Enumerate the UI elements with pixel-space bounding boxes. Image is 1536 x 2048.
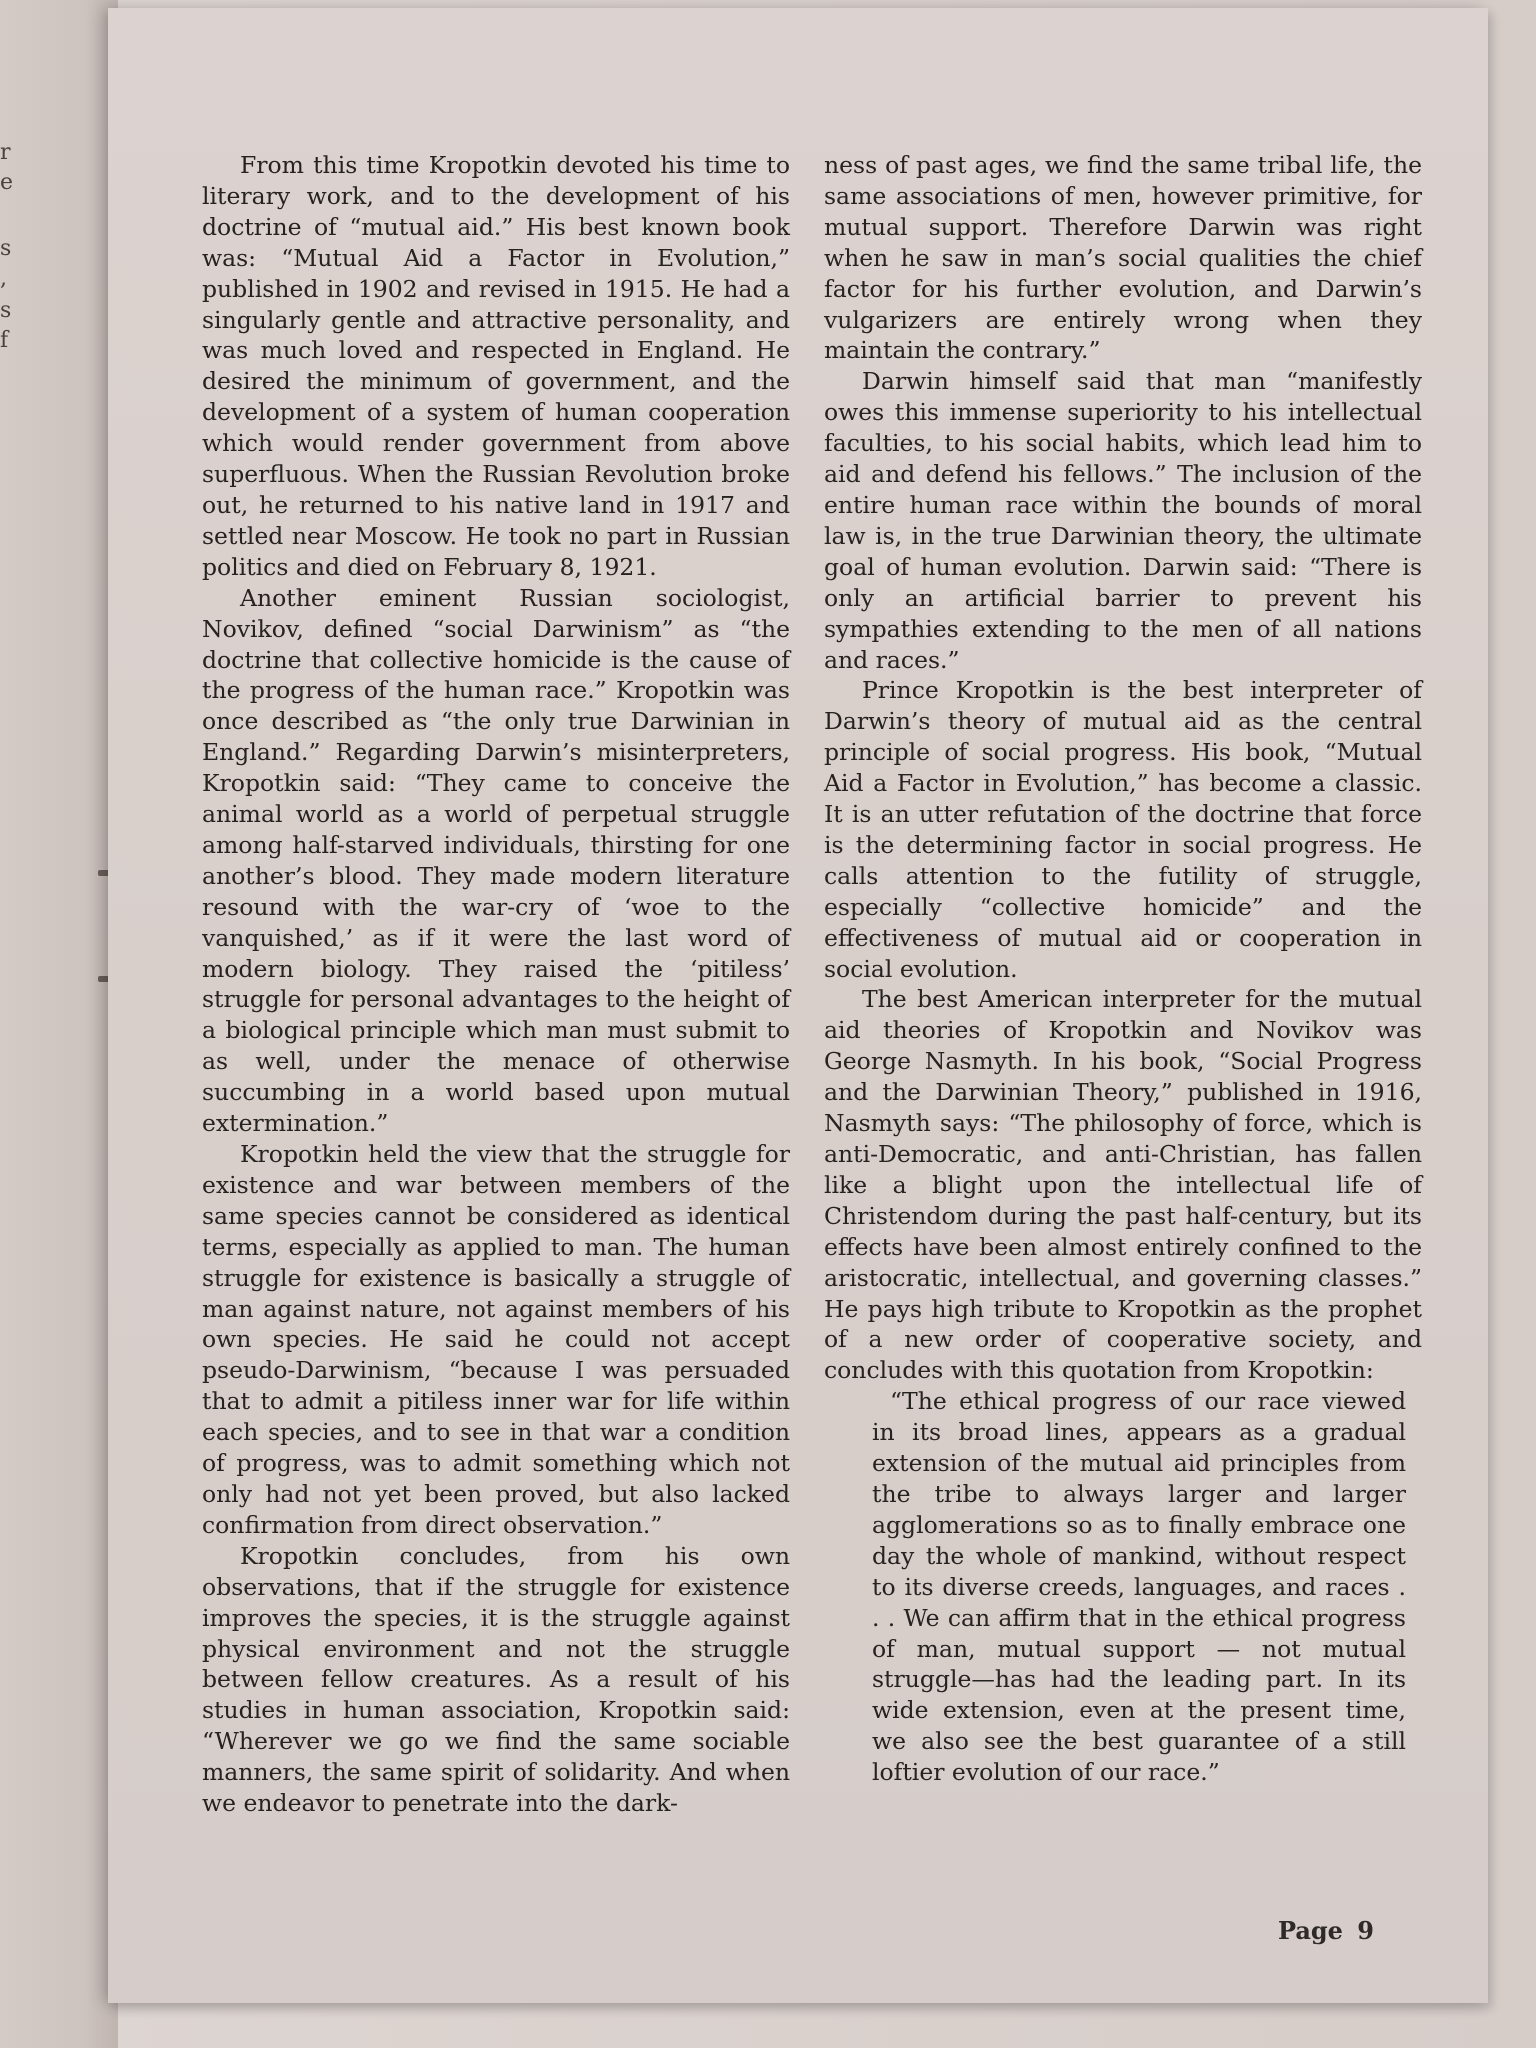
page-number: Page 9 xyxy=(1277,1916,1374,1945)
paragraph: Kropotkin concludes, from his own observations, that if the struggle for existence improves the species, it is the struggle against physical environment and not the struggle between fellow creatures. As a result of his studies in human association, Kropotkin said: “Wherever we go we find the same sociable manners, the same spirit of solidarity. And when we endeavor to penetrate into the dark- xyxy=(202,1541,790,1818)
facing-page-fragment: , xyxy=(0,266,7,291)
facing-page-fragment: s xyxy=(0,236,12,261)
paragraph: Darwin himself said that man “manifestly owes this immense superiority to his intellectual faculties, to his social habits, which lead him to aid and defend his fellows.” The inclusion of the entire human race within the bounds of moral law is, in the true Darwinian theory, the ultimate goal of human evolution. Darwin said: “There is only an artificial barrier to prevent his sympathies extending to the men of all nations and races.” xyxy=(824,367,1422,674)
paragraph: From this time Kropotkin devoted his time to literary work, and to the development of his doctrine of “mutual aid.” His best known book was: “Mutual Aid a Factor in Evolution,” published in 1902 and revised in 1915. He had a singularly gentle and attractive personality, and was much loved and respected in England. He desired the minimum of government, and the development of a system of human cooperation which would render government from above superfluous. When the Russian Revolution broke out, he returned to his native land in 1917 and settled near Moscow. He took no part in Russian politics and died on February 8, 1921. xyxy=(202,151,790,581)
paragraph: The best American interpreter for the mutual aid theories of Kropotkin and Novikov was George Nasmyth. In his book, “Social Progress and the Darwinian Theory,” published in 1916, Nasmyth says: “The philosophy of force, which is anti-Democratic, and anti-Christian, has fallen like a blight upon the intellectual life of Christendom during the past half-century, but its effects have been almost entirely confined to the aristocratic, intellectual, and governing classes.” He pays high tribute to Kropotkin as the prophet of a new order of cooperative society, and concludes with this quotation from Kropotkin: xyxy=(824,985,1422,1385)
document-page xyxy=(108,8,1488,2003)
paragraph: Another eminent Russian sociologist, Novikov, defined “social Darwinism” as “the doctrine that collective homicide is the cause of the progress of the human race.” Kropotkin was once described as “the only true Darwinian in England.” Regarding Darwin’s misinterpreters, Kropotkin said: “They came to conceive the animal world as a world of perpetual struggle among half-starved individuals, thirsting for one another’s blood. They made modern literature resound with the war-cry of ‘woe to the vanquished,’ as if it were the last word of modern biology. They raised the ‘pitiless’ struggle for personal advantages to the height of a biological principle which man must submit to as well, under the menace of otherwise succumbing in a world based upon mutual extermination.” xyxy=(202,583,790,1138)
left-column xyxy=(202,150,790,1819)
facing-page-fragment: r xyxy=(0,140,11,165)
facing-page-edge xyxy=(0,0,118,2048)
facing-page-fragment: e xyxy=(0,170,14,195)
facing-page-fragment: f xyxy=(0,328,9,353)
block-quote: “The ethical progress of our race viewed in its broad lines, appears as a gradual extension of the mutual aid principles from the tribe to always larger and larger agglomerations so as to finally embrace one day the whole of mankind, without respect to its diverse creeds, languages, and races . . . We can affirm that in the ethical progress of man, mutual support — not mutual struggle—has had the leading part. In its wide extension, even at the present time, we also see the best guarantee of a still loftier evolution of our race.” xyxy=(872,1387,1406,1787)
paragraph: Kropotkin held the view that the struggle for existence and war between members of the same species cannot be considered as identical terms, especially as applied to man. The human struggle for existence is basically a struggle of man against nature, not against members of his own species. He said he could not accept pseudo-Darwinism, “because I was persuaded that to admit a pitiless inner war for life within each species, and to see in that war a condition of progress, was to admit something which not only had not yet been proved, but also lacked confirmation from direct observation.” xyxy=(202,1140,790,1539)
right-column xyxy=(824,150,1422,1788)
paragraph-continued: ness of past ages, we find the same tribal life, the same associations of men, however primitive, for mutual support. Therefore Darwin was right when he saw in man’s social qualities the chief factor for his further evolution, and Darwin’s vulgarizers are entirely wrong when they maintain the contrary.” xyxy=(824,151,1422,365)
paragraph: Prince Kropotkin is the best interpreter of Darwin’s theory of mutual aid as the central principle of social progress. His book, “Mutual Aid a Factor in Evolution,” has become a classic. It is an utter refutation of the doctrine that force is the determining factor in social progress. He calls attention to the futility of struggle, especially “collective homicide” and the effectiveness of mutual aid or cooperation in social evolution. xyxy=(824,676,1422,983)
facing-page-fragment: s xyxy=(0,298,12,323)
